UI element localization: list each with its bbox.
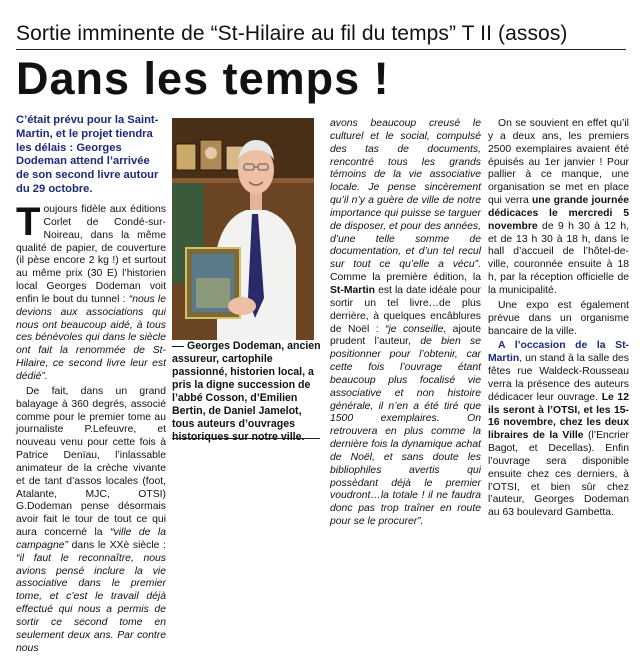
- kicker-rule: [16, 49, 626, 50]
- paragraph-5: Une expo est également prévue dans un organisme bancaire de la ville.: [488, 299, 629, 337]
- caption-dash: [172, 346, 184, 347]
- author-portrait-illustration: [172, 118, 314, 340]
- column-3: [330, 118, 481, 529]
- paragraph-6: A l’occasion de la St-Martin, un stand à la salle des fêtes rue Waldeck-Rousseau verra la présence des auteurs dédicacer leur ouvrage. Le 12 ils seront à l’OTSI, et les 15-16 novembre, chez les deux libraires de la Ville (l’Encrier Bagot, et Decellas). Enfin l’ouvrage sera disponible ensuite chez ces derniers, à l’OTSI, et bien sûr chez l’auteur, Georges Dodeman au 63 boulevard Gambetta.: [488, 340, 629, 519]
- author-photo: [172, 118, 314, 340]
- paragraph-1: Toujours fidèle aux éditions Corlet de Condé-sur-Noireau, dans la même qualité de papier, de couverture (il pèse encore 2 kg !) et surtout au même prix (30 E) l’historien local Georges Dodeman voit enfin le bout du tunnel : “nous le devions aux associations qui nous ont beaucoup aidé, à tous ces bénévoles qui dans le siècle ont fait la renommée de St-Hilaire, ce second livre leur est dédié”.: [16, 200, 167, 382]
- photo-caption: Georges Dodeman, ancien assureur, cartophile passionné, historien local, a pris la digne succession de l’abbé Cosson, d’Emilien Bertin, de Daniel Jamelot, tous auteurs d’ouvrages historiques sur notre ville.: [172, 340, 321, 443]
- caption-rule: [172, 438, 320, 439]
- paragraph-3: avons beaucoup creusé le culturel et le social, compulsé des tas de documents, rencontré tous les grands témoins de la vie associative locale. Je pense sincèrement qu’il n’y a guère de ville de notre importance qui puisse se targuer de disposer, et pour des années, d’une telle somme de documentation, et d’un tel recul sur tout ce qu’elle a vécu”. Comme la première édition, la St-Martin est la date idéale pour sortir un tel livre…de plus derrière, à quelques encâblures de Noël : “je conseille, ajoute prudent l’auteur, de bien se positionner pour l’obtenir, car cette fois l’ouvrage étant beaucoup plus focalisé vie associative et non histoire générale, il n’en a été tiré que 1500 exemplaires. On retrouvera en plus comme la dernière fois la dynamique achat de Noël, et sans doute les bibliophiles avertis qui possèdant déjà le premier voudront…la totale ! il ne faudra donc pas trop traîner en route pour se le procurer”.: [330, 118, 481, 528]
- paragraph-2: De fait, dans un grand balayage à 360 degrés, associé comme pour le premier tome au journaliste P.Lefeuvre, et nouveau venu pour cette fois à Patrice Denïau, l’inlassable animateur de la crèche vivante et de tant d’assos locales (foot, Atalante, MJC, OTSI) G.Dodeman pense désormais avoir fait le tour de tout ce qui aura concerné la “ville de la campagne” dans le XXè siècle : “il faut le reconnaître, nous avions pensé inclure la vie associative dans le premier tome, et c’est le travail déjà effectué qui nous a permis de sortir ce second tome en seulement deux ans. Par contre nous: [16, 385, 166, 654]
- column-1: [16, 200, 167, 656]
- article-kicker: Sortie imminente de “St-Hilaire au fil du temps” T II (assos): [16, 22, 568, 45]
- paragraph-4: On se souvient en effet qu’il y a deux ans, les premiers 2500 exemplaires avaient été épuisés au 1er janvier ! Pour pallier à ce manque, une organisation se met en place qui verra une grande journée dédicaces le mercredi 5 novembre de 9 h 30 à 12 h, et de 13 h 30 à 18 h, dans le hall d’accueil de l’hôtel-de-ville, couronnée ensuite à 18 h, par la réception officielle de la municipalité.: [488, 118, 629, 296]
- drop-cap: T: [16, 200, 41, 244]
- headline: Dans les temps !: [16, 53, 390, 104]
- lede: C’était prévu pour la Saint-Martin, et le projet tiendra les délais : Georges Dodeman attend l’arrivée de son second livre autour du 29 octobre.: [16, 114, 159, 195]
- column-4: [488, 118, 629, 520]
